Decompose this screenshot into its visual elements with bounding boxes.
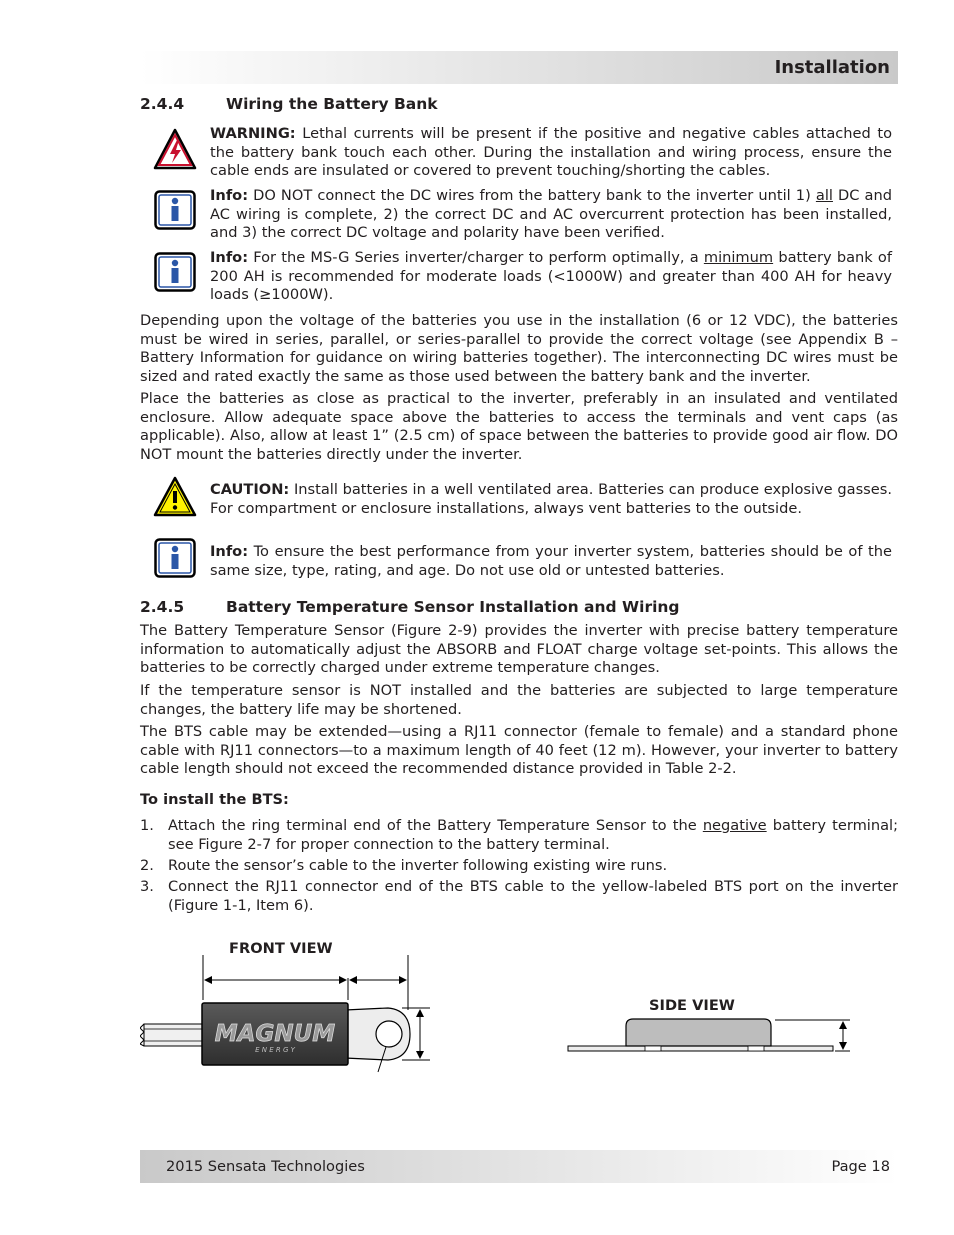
footer-copyright: 2015 Sensata Technologies bbox=[166, 1158, 365, 1175]
body-paragraph: Place the batteries as close as practical to the inverter, preferably in an insulated and ventilated enclosure. Allow adequate space above the batteries to access the terminals and vent caps (as applicable). Also, allow at least 1” (2.5 cm) of space between the batteries to provide good air flow. DO NOT mount the batteries directly under the inverter. bbox=[140, 390, 898, 463]
body-paragraph: The Battery Temperature Sensor (Figure 2-9) provides the inverter with precise battery temperature information to automatically adjust the ABSORB and FLOAT charge voltage set-points. This allows the batteries to be correctly charged under extreme temperature changes. bbox=[140, 622, 898, 677]
info-callout-3 bbox=[210, 543, 892, 580]
page-header-title: Installation bbox=[774, 57, 890, 78]
steps-heading: To install the BTS: bbox=[140, 791, 289, 808]
sensor-body bbox=[202, 1003, 348, 1065]
page-number: Page 18 bbox=[831, 1158, 890, 1175]
page-footer-bar bbox=[140, 1150, 898, 1183]
section-title: Battery Temperature Sensor Installation and Wiring bbox=[226, 598, 680, 616]
step-text-part: battery terminal; see Figure 2-7 for proper connection to the battery terminal. bbox=[168, 817, 899, 853]
info-text: battery bank of 200 AH is recommended for moderate loads (<1000W) and greater than 400 AH for heavy loads (≥1000W). bbox=[210, 249, 893, 304]
info-text: For the MS-G Series inverter/charger to perform optimally, a bbox=[253, 249, 699, 266]
section-number: 2.4.5 bbox=[140, 598, 185, 616]
section-number: 2.4.4 bbox=[140, 95, 185, 113]
side-view-label: SIDE VIEW bbox=[649, 997, 735, 1014]
info-label: Info: bbox=[210, 543, 249, 560]
page-header-bar bbox=[140, 51, 898, 84]
info-callout-2 bbox=[210, 249, 892, 305]
info-label: Info: bbox=[210, 187, 249, 204]
info-icon bbox=[154, 252, 196, 292]
step-text bbox=[168, 817, 898, 854]
info-underlined: all bbox=[815, 187, 833, 204]
caution-icon bbox=[153, 476, 197, 518]
warning-callout bbox=[210, 125, 892, 181]
warning-label: WARNING: bbox=[210, 125, 296, 142]
body-paragraph: The BTS cable may be extended—using a RJ11 connector (female to female) and a standard phone cable with RJ11 connectors—to a maximum length of 40 feet (12 m). However, your inverter to battery cable length should not exceed the recommended distance provided in Table 2-2. bbox=[140, 723, 898, 778]
step-number: 1. bbox=[140, 817, 154, 834]
bts-figure bbox=[140, 950, 860, 1080]
info-underlined: minimum bbox=[703, 249, 774, 266]
section-heading-2-4-4 bbox=[140, 95, 438, 113]
info-text: DO NOT connect the DC wires from the battery bank to the inverter until 1) bbox=[253, 187, 811, 204]
info-label: Info: bbox=[210, 249, 249, 266]
info-text: To ensure the best performance from your inverter system, batteries should be of the same size, type, rating, and age. Do not use old or untested batteries. bbox=[210, 543, 892, 579]
step-underlined: negative bbox=[702, 817, 767, 834]
step-text: Route the sensor’s cable to the inverter following existing wire runs. bbox=[168, 857, 668, 874]
warning-lightning-icon bbox=[153, 127, 197, 171]
brand-logo-text: MAGNUM bbox=[214, 1021, 336, 1047]
step-text: Connect the RJ11 connector end of the BTS cable to the yellow-labeled BTS port on the inverter (Figure 1-1, Item 6). bbox=[168, 878, 898, 914]
step-text-part: Attach the ring terminal end of the Battery Temperature Sensor to the bbox=[168, 817, 697, 834]
step-number: 2. bbox=[140, 857, 154, 874]
sensor-cable bbox=[140, 1024, 204, 1046]
info-icon bbox=[154, 538, 196, 578]
body-paragraph: If the temperature sensor is NOT installed and the batteries are subjected to large temperature changes, the battery life may be shortened. bbox=[140, 682, 898, 718]
section-heading-2-4-5 bbox=[140, 598, 680, 616]
side-view-drawing bbox=[568, 1019, 833, 1051]
caution-label: CAUTION: bbox=[210, 481, 290, 498]
info-callout-1 bbox=[210, 187, 892, 243]
step-number: 3. bbox=[140, 878, 154, 895]
ring-terminal bbox=[345, 1008, 410, 1072]
section-title: Wiring the Battery Bank bbox=[226, 95, 438, 113]
brand-logo-subtext: E N E R G Y bbox=[255, 1046, 295, 1054]
caution-text: Install batteries in a well ventilated area. Batteries can produce explosive gasses. For compartment or enclosure installations, always vent batteries to the outside. bbox=[210, 481, 892, 517]
warning-text: Lethal currents will be present if the positive and negative cables attached to the battery bank touch each other. During the installation and wiring process, ensure the cable ends are insulated or covered to prevent touching/shorting the cables. bbox=[210, 125, 892, 180]
front-view-label: FRONT VIEW bbox=[229, 940, 333, 957]
info-text: DC and AC wiring is complete, 2) the correct DC and AC overcurrent protection has been installed, and 3) the correct DC voltage and polarity have been verified. bbox=[210, 187, 893, 242]
info-icon bbox=[154, 190, 196, 230]
body-paragraph: Depending upon the voltage of the batteries you use in the installation (6 or 12 VDC), the batteries must be wired in series, parallel, or series-parallel to provide the correct voltage (see Appendix B – Battery Information for guidance on wiring batteries together). The interconnecting DC wires must be sized and rated exactly the same as those used between the battery bank and the inverter. bbox=[140, 312, 898, 385]
caution-callout bbox=[210, 481, 892, 518]
